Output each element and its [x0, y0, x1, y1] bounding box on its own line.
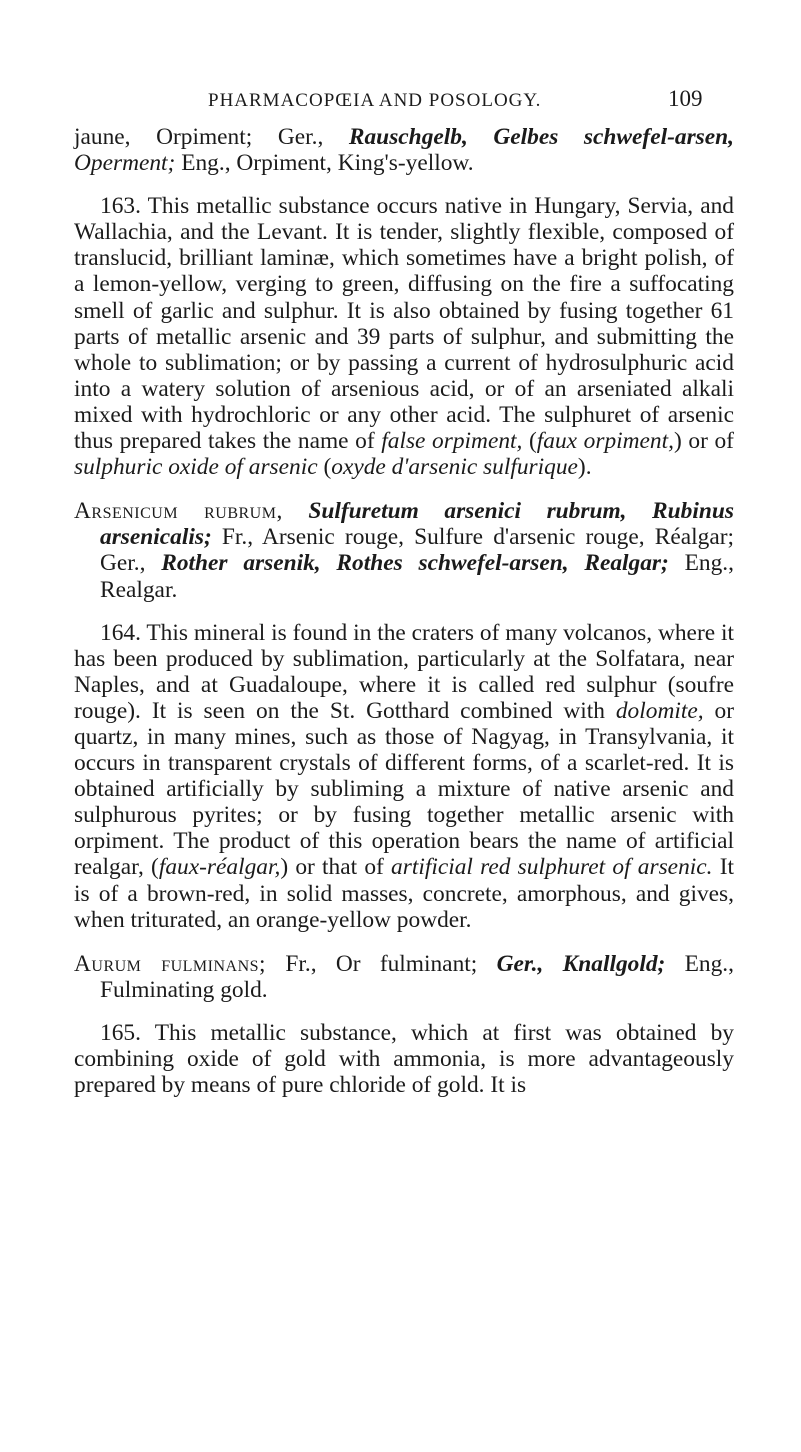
entry-arsenicum-rubrum	[74, 498, 734, 602]
text-run: ).	[577, 454, 592, 481]
text-run: (	[317, 454, 332, 481]
text-run: ) or that of	[280, 854, 392, 881]
text-run: jaune, Orpiment; Ger.,	[74, 124, 349, 150]
paragraph-165	[74, 1020, 734, 1098]
paragraph-163	[74, 193, 734, 480]
text-run: Operment;	[74, 150, 176, 177]
text-run: (	[522, 428, 537, 455]
text-run: faux-réalgar,	[158, 854, 281, 881]
text-run: or quartz, in many mines, such as those of Nagyag, in Transylvania, it occurs in transparent crystals of different forms, of a scarlet-red. It is obtained artificially by subliming a mixture of native arsenic and sulphurous pyrites; or by fusing together metallic arsenic with orpiment. The product of this operation bears the name of artificial realgar, (	[74, 697, 734, 881]
text-run: Rother arsenik, Rothes schwefel-arsen, Realgar;	[161, 550, 669, 577]
text-run: 165. This metallic substance, which at first was obtained by combining oxide of gold with ammonia, is more advantageously prepared by means of pure chloride of gold. It is	[74, 1019, 734, 1099]
body-text	[74, 124, 734, 1098]
text-run: Aurum fulminans;	[74, 950, 267, 977]
text-run: Rauschgelb, Gelbes schwefel-arsen,	[348, 124, 735, 150]
text-run: oxyde d'arsenic sulfurique	[331, 454, 578, 481]
text-run: Sulfuretum arsenici rubrum, Rubinus arsenicalis;	[100, 498, 734, 551]
text-run: Eng., Fulminating gold.	[100, 950, 734, 1003]
text-run: Fr., Arsenic rouge, Sulfure d'arsenic rouge, Réalgar; Ger.,	[100, 524, 734, 577]
text-run: Eng., Realgar.	[100, 550, 734, 603]
text-run: ) or of	[673, 428, 734, 455]
continuation-paragraph	[74, 124, 734, 176]
text-run: Fr., Or fulminant;	[266, 950, 497, 977]
page-number: 109	[668, 86, 703, 111]
text-run	[283, 498, 309, 524]
text-run: Arsenicum rubrum,	[74, 498, 283, 525]
running-title: PHARMACOPŒIA AND POSOLOGY.	[208, 90, 542, 111]
text-run: artificial red sulphuret of arsenic.	[391, 854, 713, 881]
text-run: 164. This mineral is found in the craters of many volcanos, where it has been produced by sublimation, particularly at the Solfatara, near Naples, and at Guadaloupe, where it is called red sulphur (soufre rouge). It is seen on the St. Gotthard combined with	[74, 619, 734, 724]
text-run: Eng., Orpiment, King's-yellow.	[175, 150, 474, 177]
text-run: faux orpiment,	[536, 428, 674, 455]
paragraph-164	[74, 620, 734, 933]
text-run: 163. This metallic substance occurs native in Hungary, Servia, and Wallachia, and the Levant. It is tender, slightly flexible, composed of translucid, brilliant laminæ, which sometimes have a bright polish, of a lemon-yellow, verging to green, diffusing on the fire a suffocating smell of garlic and sulphur. It is also obtained by fusing together 61 parts of metallic arsenic and 39 parts of sulphur, and submitting the whole to sublimation; or by passing a current of hydrosulphuric acid into a watery solution of arsenious acid, or of an arseniated alkali mixed with hydrochloric or any other acid. The sulphuret of arsenic thus prepared takes the name of	[74, 193, 734, 455]
text-run: false orpiment,	[381, 428, 523, 455]
text-run: It is of a brown-red, in solid masses, concrete, amorphous, and gives, when triturated, an orange-yellow powder.	[74, 854, 735, 933]
text-run: Ger., Knallgold;	[496, 950, 666, 977]
text-run: dolomite,	[615, 697, 704, 724]
text-run: sulphuric oxide of arsenic	[74, 454, 318, 481]
entry-aurum-fulminans	[74, 951, 734, 1003]
